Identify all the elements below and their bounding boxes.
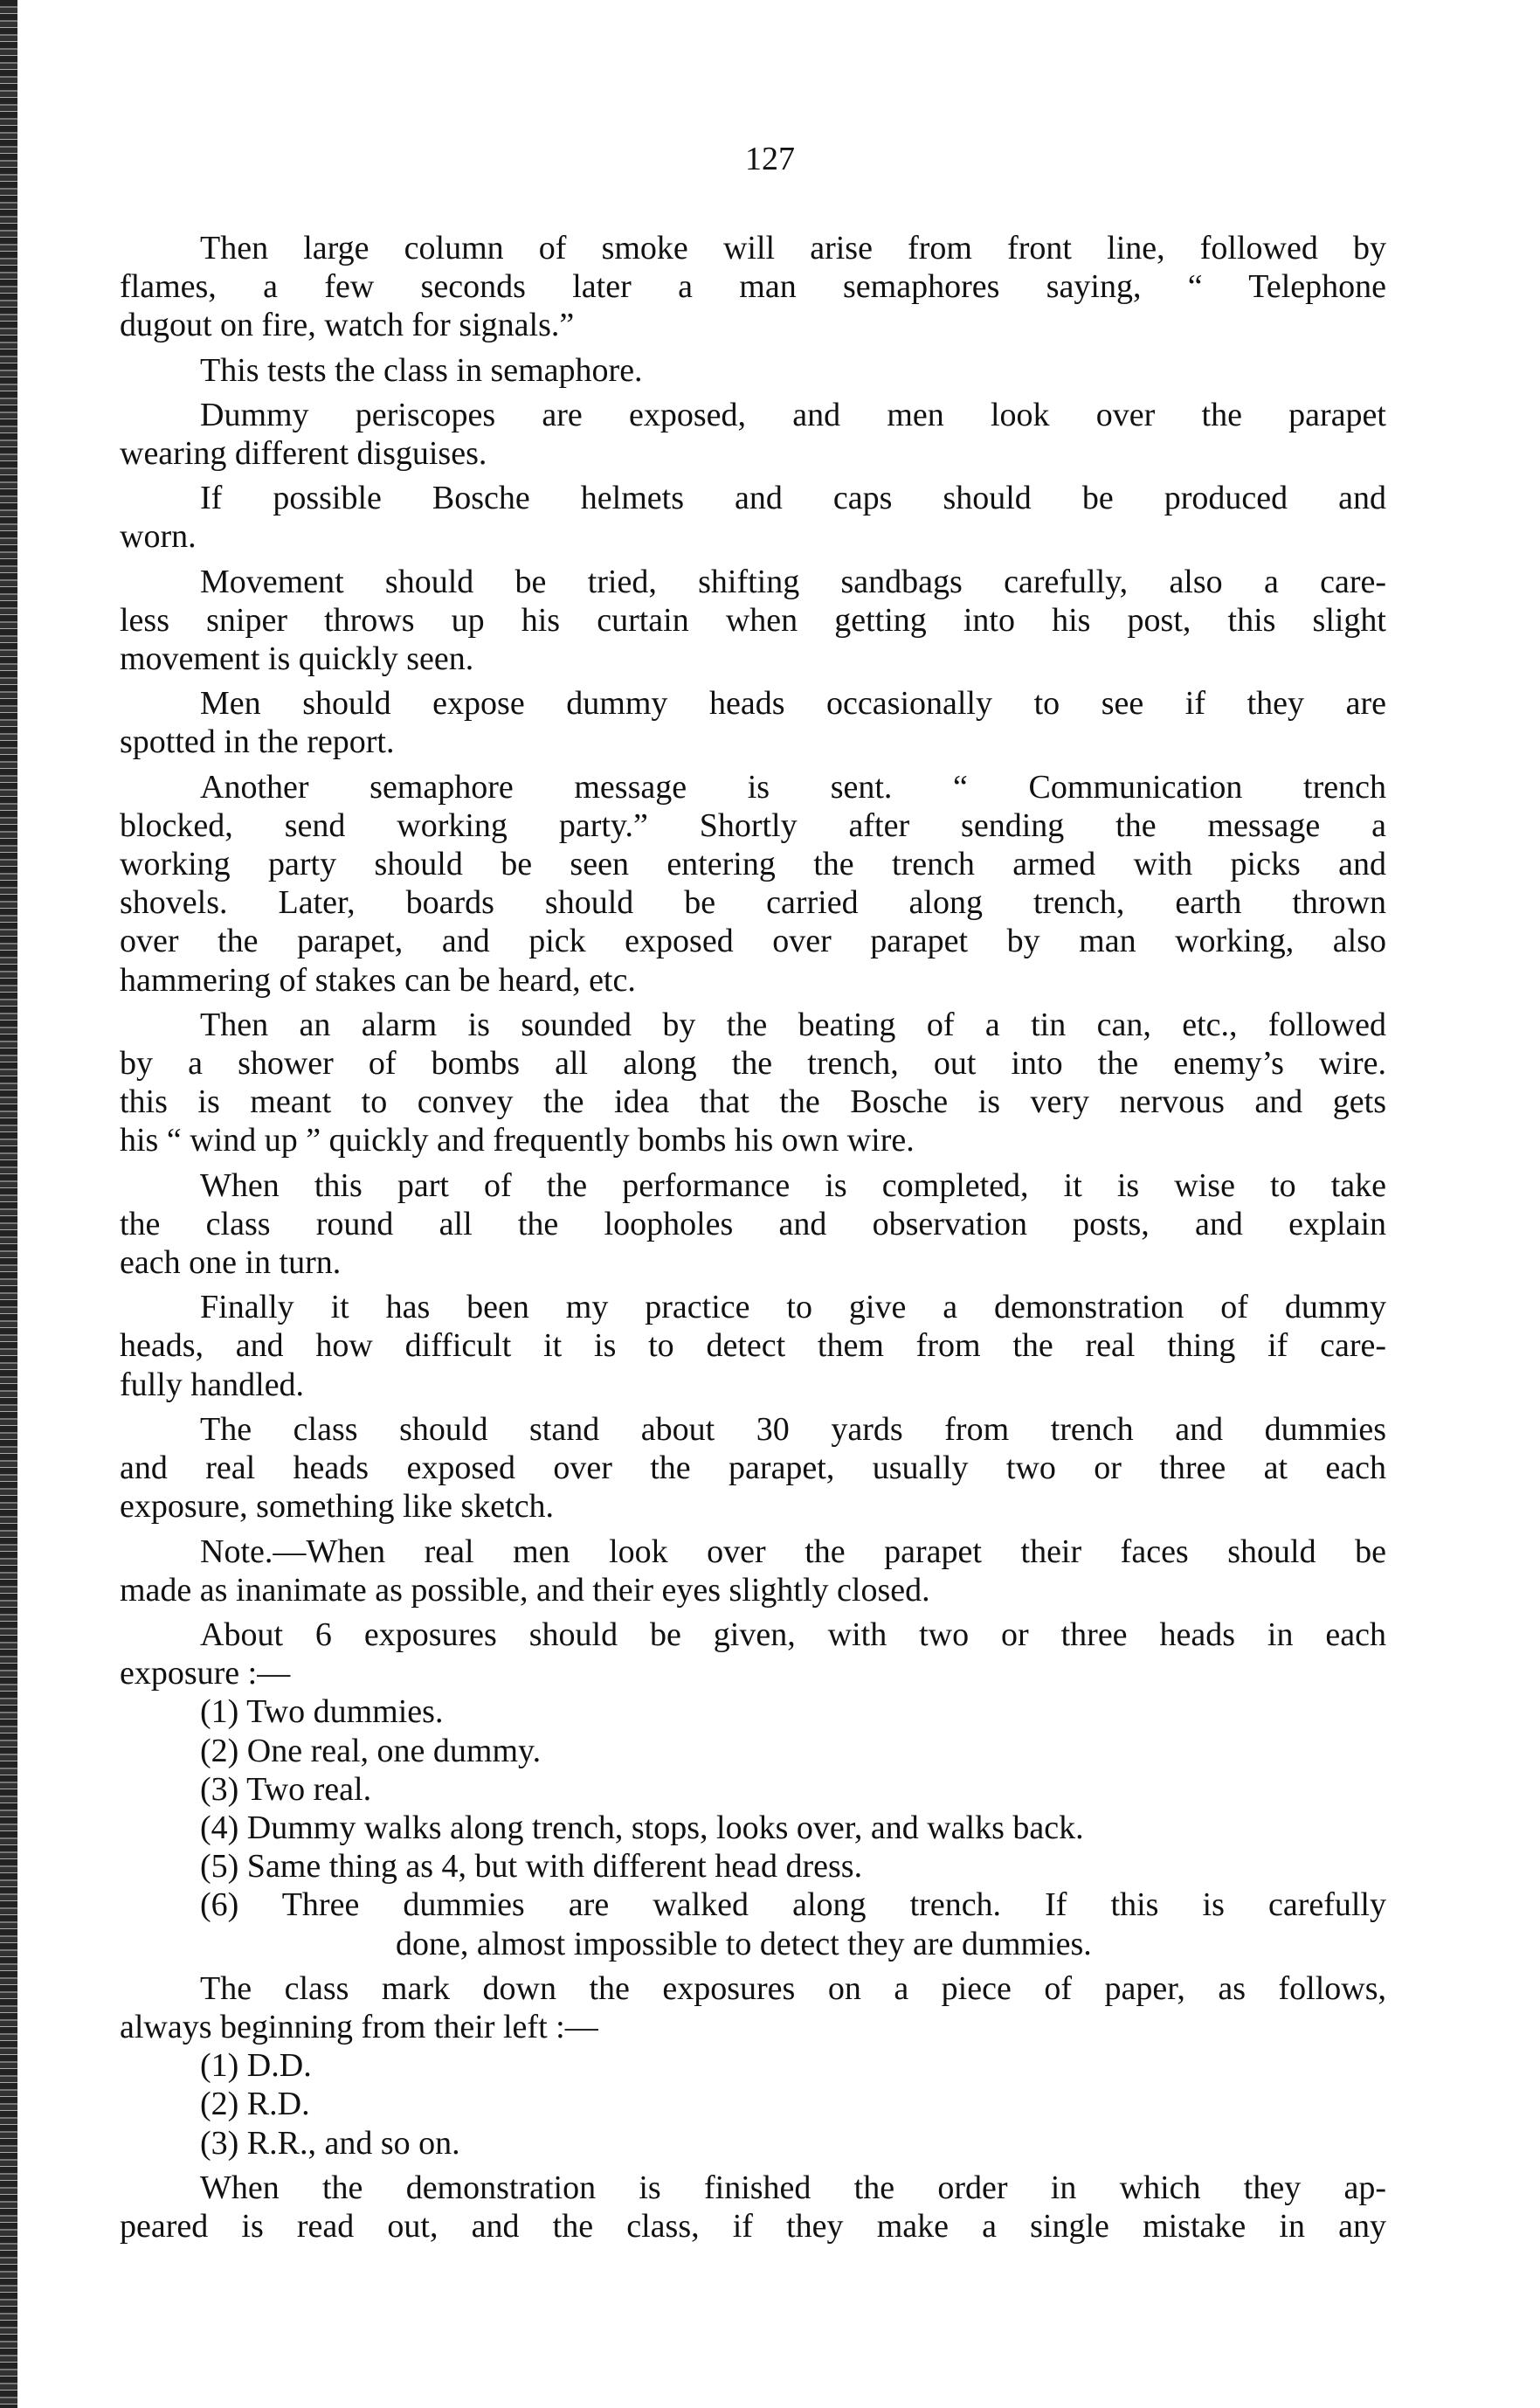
text-line: Finally it has been my practice to give a demonstration of dummy <box>200 1289 1386 1326</box>
text-line: working party should be seen entering the trench armed with picks and <box>120 846 1386 883</box>
text-line: exposure :— <box>120 1655 291 1692</box>
text-line: always beginning from their left :— <box>120 2008 598 2045</box>
text-line: spotted in the report. <box>120 723 395 761</box>
text-line: Movement should be tried, shifting sandbags carefully, also a care- <box>200 563 1386 600</box>
text-line: (3) Two real. <box>200 1770 372 1808</box>
paragraph <box>120 1288 1386 1404</box>
paragraph <box>120 351 1386 390</box>
list-item <box>120 2124 1386 2162</box>
text-line: each one in turn. <box>120 1244 342 1282</box>
text-line: This tests the class in semaphore. <box>200 351 643 389</box>
text-line: hammering of stakes can be heard, etc. <box>120 961 636 999</box>
text-line: The class should stand about 30 yards from trench and dummies <box>200 1410 1386 1448</box>
text-line: Dummy periscopes are exposed, and men look over the parapet <box>200 396 1386 433</box>
page-number: 127 <box>745 141 795 177</box>
list-item <box>120 1886 1386 1962</box>
text-line: this is meant to convey the idea that the Bosche is very nervous and gets <box>120 1083 1386 1121</box>
text-line: (4) Dummy walks along trench, stops, looks over, and walks back. <box>200 1809 1084 1846</box>
text-line: wearing different disguises. <box>120 435 487 473</box>
text-line: movement is quickly seen. <box>120 640 474 678</box>
text-line: shovels. Later, boards should be carried along trench, earth thrown <box>120 884 1386 922</box>
text-line: flames, a few seconds later a man semaphores saying, “ Telephone <box>120 268 1386 306</box>
text-line: heads, and how difficult it is to detect them from the real thing if care- <box>120 1327 1386 1365</box>
text-line: made as inanimate as possible, and their eyes slightly closed. <box>120 1571 930 1609</box>
text-line: Then large column of smoke will arise from front line, followed by <box>200 230 1386 266</box>
paragraph <box>120 396 1386 473</box>
text-line: (2) R.D. <box>200 2086 310 2123</box>
text-line: When this part of the performance is completed, it is wise to take <box>200 1166 1386 1204</box>
list-item <box>120 1770 1386 1809</box>
text-line: worn. <box>120 518 197 556</box>
text-line: (3) R.R., and so on. <box>200 2124 460 2162</box>
list-item <box>120 2085 1386 2123</box>
paragraph <box>120 2169 1386 2245</box>
paragraph <box>120 1006 1386 1160</box>
list-item <box>120 1732 1386 1770</box>
text-line: over the parapet, and pick exposed over parapet by man working, also <box>120 923 1386 960</box>
text-line: The class mark down the exposures on a piece of paper, as follows, <box>200 1969 1386 2007</box>
text-line: When the demonstration is finished the order in which they ap- <box>200 2169 1386 2206</box>
text-line: If possible Bosche helmets and caps should be produced and <box>200 480 1386 517</box>
text-line: blocked, send working party.” Shortly after sending the message a <box>120 806 1386 844</box>
text-line: exposure, something like sketch. <box>120 1488 555 1526</box>
book-binding-edge <box>0 0 17 2408</box>
paragraph <box>120 1616 1386 1692</box>
text-line: fully handled. <box>120 1366 305 1403</box>
text-line: Another semaphore message is sent. “ Communication trench <box>200 768 1386 806</box>
text-line: About 6 exposures should be given, with two or three heads in each <box>200 1616 1386 1653</box>
list-item <box>120 2046 1386 2085</box>
text-line: his “ wind up ” quickly and frequently bombs his own wire. <box>120 1122 915 1159</box>
paragraph <box>120 1410 1386 1526</box>
text-line: (1) Two dummies. <box>200 1693 444 1731</box>
text-line: (2) One real, one dummy. <box>200 1732 542 1769</box>
text-line: less sniper throws up his curtain when getting into his post, this slight <box>120 601 1386 639</box>
list-item <box>120 1809 1386 1847</box>
text-line: (5) Same thing as 4, but with different head dress. <box>200 1848 863 1886</box>
paragraph <box>120 1969 1386 2046</box>
list-item <box>120 1847 1386 1886</box>
text-line: peared is read out, and the class, if they make a single mistake in any <box>120 2207 1386 2245</box>
text-line: done, almost impossible to detect they are dummies. <box>396 1925 1092 1962</box>
paragraph <box>120 1533 1386 1609</box>
text-line: (6) Three dummies are walked along trench. If this is carefully <box>200 1886 1386 1924</box>
text-line: (1) D.D. <box>200 2047 312 2085</box>
text-line: dugout on fire, watch for signals.” <box>120 307 575 344</box>
paragraph <box>120 1166 1386 1283</box>
paragraph <box>120 768 1386 1000</box>
page-body-text <box>120 229 1386 2245</box>
paragraph <box>120 563 1386 679</box>
text-line: Men should expose dummy heads occasionally to see if they are <box>200 685 1386 723</box>
paragraph <box>120 479 1386 556</box>
text-line: the class round all the loopholes and observation posts, and explain <box>120 1205 1386 1242</box>
text-line: and real heads exposed over the parapet, usually two or three at each <box>120 1450 1386 1487</box>
text-line: Note.—When real men look over the parapet their faces should be <box>200 1533 1386 1570</box>
paragraph <box>120 684 1386 761</box>
text-line: by a shower of bombs all along the trench, out into the enemy’s wire. <box>120 1045 1386 1083</box>
text-line: Then an alarm is sounded by the beating of a tin can, etc., followed <box>200 1006 1386 1043</box>
paragraph <box>120 229 1386 345</box>
list-item <box>120 1692 1386 1731</box>
